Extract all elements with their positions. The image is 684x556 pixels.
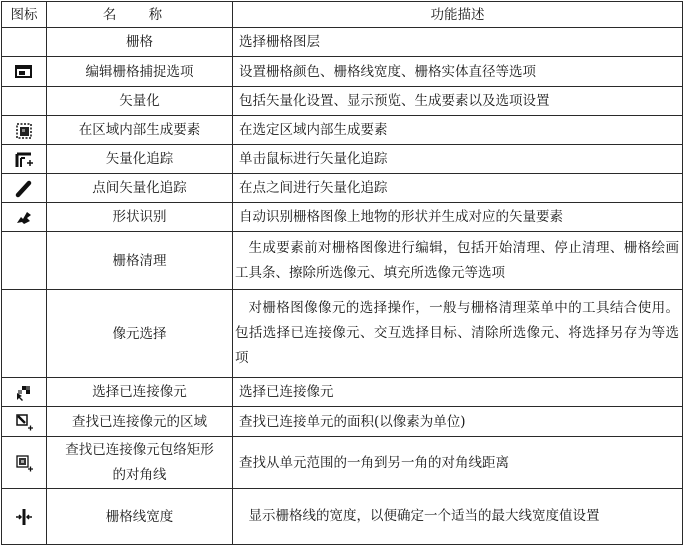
- header-description: 功能描述: [233, 2, 683, 28]
- header-icon: 图标: [2, 2, 47, 28]
- tool-name: 查找已连接像元的区域: [47, 407, 233, 437]
- tool-name: 矢量化追踪: [47, 145, 233, 174]
- raster-line-width-icon: [14, 508, 34, 526]
- table-row: [2, 28, 683, 57]
- icon-cell: [2, 378, 47, 407]
- tool-name: 栅格清理: [47, 232, 233, 290]
- raster-tools-table: [1, 1, 683, 545]
- table-row: [2, 57, 683, 87]
- table-row: [2, 203, 683, 232]
- tool-name: 在区域内部生成要素: [47, 116, 233, 145]
- tool-description: 在点之间进行矢量化追踪: [233, 174, 683, 203]
- table-row: [2, 290, 683, 378]
- tool-name: 编辑栅格捕捉选项: [47, 57, 233, 87]
- tool-name: 形状识别: [47, 203, 233, 232]
- icon-cell: [2, 489, 47, 545]
- generate-features-in-area-icon: [14, 122, 34, 140]
- select-connected-cells-icon: [14, 384, 34, 402]
- tool-description: 在选定区域内部生成要素: [233, 116, 683, 145]
- icon-cell: [2, 290, 47, 378]
- tool-description: 自动识别栅格图像上地物的形状并生成对应的矢量要素: [233, 203, 683, 232]
- table-row: [2, 407, 683, 437]
- snap-options-icon: [14, 63, 34, 81]
- header-row: [2, 2, 683, 28]
- shape-recognition-icon: [14, 209, 34, 227]
- icon-cell: [2, 232, 47, 290]
- tool-description: 选择已连接像元: [233, 378, 683, 407]
- tool-description: 设置栅格颜色、栅格线宽度、栅格实体直径等选项: [233, 57, 683, 87]
- table-row: [2, 116, 683, 145]
- table-row: [2, 489, 683, 545]
- header-name: 名 称: [47, 2, 233, 28]
- tool-description: 单击鼠标进行矢量化追踪: [233, 145, 683, 174]
- tool-name: 栅格线宽度: [47, 489, 233, 545]
- icon-cell: [2, 203, 47, 232]
- tool-name: 像元选择: [47, 290, 233, 378]
- table-row: [2, 437, 683, 489]
- tool-description: 生成要素前对栅格图像进行编辑，包括开始清理、停止清理、栅格绘画工具条、擦除所选像元、填充所选像元等选项: [233, 232, 683, 290]
- icon-cell: [2, 116, 47, 145]
- table-row: [2, 87, 683, 116]
- vectorization-trace-icon: [14, 151, 34, 169]
- tool-description: 包括矢量化设置、显示预览、生成要素以及选项设置: [233, 87, 683, 116]
- icon-cell: [2, 28, 47, 57]
- tool-name: 查找已连接像元包络矩形的对角线: [47, 437, 233, 489]
- icon-cell: [2, 407, 47, 437]
- trace-between-points-icon: [14, 180, 34, 198]
- tool-description: 对栅格图像像元的选择操作，一般与栅格清理菜单中的工具结合使用。包括选择已连接像元、交互选择目标、清除所选像元、将选择另存为等选项: [233, 290, 683, 378]
- tool-description: 查找从单元范围的一角到另一角的对角线距离: [233, 437, 683, 489]
- tool-name: 栅格: [47, 28, 233, 57]
- tool-description: 查找已连接单元的面积(以像素为单位): [233, 407, 683, 437]
- table-row: [2, 145, 683, 174]
- tool-name: 选择已连接像元: [47, 378, 233, 407]
- icon-cell: [2, 145, 47, 174]
- table-row: [2, 174, 683, 203]
- find-connected-area-icon: [14, 413, 34, 431]
- icon-cell: [2, 87, 47, 116]
- find-diagonal-icon: [14, 454, 34, 472]
- tool-name: 点间矢量化追踪: [47, 174, 233, 203]
- tool-description: 显示栅格线的宽度，以便确定一个适当的最大线宽度值设置: [233, 489, 683, 545]
- icon-cell: [2, 57, 47, 87]
- tool-description: 选择栅格图层: [233, 28, 683, 57]
- icon-cell: [2, 174, 47, 203]
- icon-cell: [2, 437, 47, 489]
- table-row: [2, 232, 683, 290]
- tool-name: 矢量化: [47, 87, 233, 116]
- table-row: [2, 378, 683, 407]
